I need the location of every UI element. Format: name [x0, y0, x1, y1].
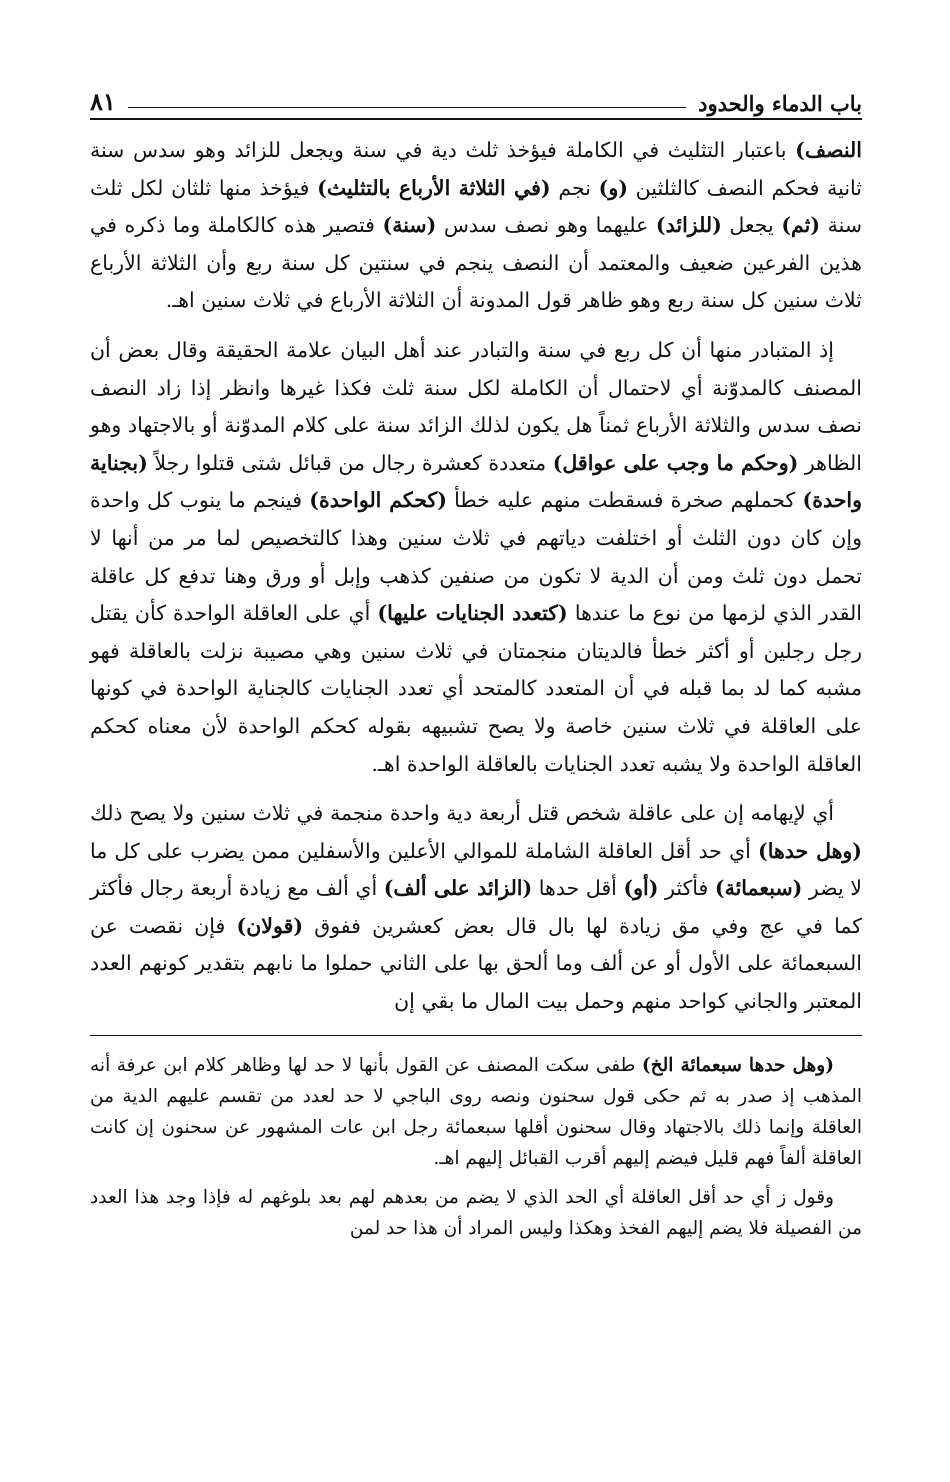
- text-run: أي لإيهامه إن على عاقلة شخص قتل أربعة دية واحدة منجمة في ثلاث سنين ولا يصح ذلك: [90, 801, 834, 826]
- bold-run: (بجناية واحدة): [90, 450, 862, 513]
- text-run: أي حد أقل العاقلة الشاملة للموالي الأعلين والأسفلين ممن يضرب على كل ما لا يضر: [90, 838, 862, 901]
- text-run: أي على العاقلة الواحدة كأن يقتل رجل رجلين أو أكثر خطأ فالديتان منجمتان في ثلاث سنين وهي مصيبة نزلت بالعاقلة فهو مشبه كما لد بما قبله في أن المتعدد كالمتحد أي تعدد الجنايات كالجناية الواحدة في كونها على العاقلة في ثلاث سنين خاصة ولا يصح تشبيهه بقوله كحكم الواحدة لأن معناه كحكم العاقلة الواحدة ولا يشبه تعدد الجنايات بالعاقلة الواحدة اهـ.: [90, 601, 862, 776]
- text-run: عليهما وهو نصف سدس: [436, 213, 656, 238]
- bold-run: (وهل حدها سبعمائة الخ): [641, 1054, 834, 1076]
- text-run: إذ المتبادر منها أن كل ربع في سنة والتبادر عند أهل البيان علامة الحقيقة وقال بعض أن المصنف كالمدوّنة أي لاحتمال أن الكاملة لكل سنة ثلث فكذا غيرها وانظر إذا زاد النصف نصف سدس والثلاثة الأرباع ثمناً هل يكون لذلك الزائد سنة على كلام المدوّنة أو بالاجتهاد وهو الظاهر: [90, 337, 862, 475]
- footnote-paragraph-1: [90, 1050, 862, 1174]
- page-number: ٨١: [90, 87, 116, 116]
- header-rule: [128, 107, 686, 108]
- text-run: أقل حدها: [532, 876, 624, 901]
- footnotes: [90, 1050, 862, 1244]
- book-page: [90, 80, 862, 1244]
- text-run: يجعل: [721, 213, 782, 238]
- text-run: نجم: [550, 175, 599, 200]
- chapter-title: باب الدماء والحدود: [698, 91, 862, 116]
- main-text: [90, 132, 862, 1021]
- text-run: متعددة كعشرة رجال من قبائل شتى قتلوا رجلاً: [147, 450, 553, 475]
- bold-run: (أو): [623, 876, 659, 901]
- text-run: طفى سكت المصنف عن القول بأنها لا حد لها وظاهر كلام ابن عرفة أنه المذهب إذ صدر به ثم حكى قول سحنون ونصه روى الباجي لا حد لعدد من تقسم عليهم الدية من العاقلة وإنما ذلك بالاجتهاد وقال سحنون أقلها سبعمائة رجل ابن عات المشهور عن سحنون إن كانت العاقلة ألفاً فهم قليل فيضم إليهم أقرب القبائل إليهم اهـ.: [90, 1054, 862, 1169]
- bold-run: (كحكم الواحدة): [309, 488, 447, 513]
- text-run: وقول ز أي حد أقل العاقلة أي الحد الذي لا يضم من بعدهم لهم بعد بلوغهم له فإذا وجد هذا العدد من الفصيلة فلا يضم إليهم الفخذ وهكذا وليس المراد أن هذا حد لمن: [90, 1186, 862, 1239]
- main-paragraph-3: [90, 795, 862, 1021]
- main-paragraph-2: [90, 332, 862, 783]
- bold-run: (ثم): [781, 213, 821, 238]
- text-run: فتصير هذه كالكاملة وما ذكره في هذين الفرعين ضعيف والمعتمد أن النصف ينجم في سنتين كل سنة ربع وأن الثلاثة الأرباع ثلاث سنين كل سنة ربع وهو ظاهر قول المدونة أن الثلاثة الأرباع في ثلاث سنين اهـ.: [90, 213, 862, 313]
- text-run: كحملهم صخرة فسقطت منهم عليه خطأ: [446, 488, 803, 513]
- running-header: [90, 80, 862, 120]
- footnote-paragraph-2: [90, 1182, 862, 1244]
- text-run: أي ألف مع زيادة أربعة رجال فأكثر كما في عج وفي مق زيادة لها بال قال بعض كعشرين ففوق: [90, 876, 862, 938]
- bold-run: (سنة): [382, 213, 437, 238]
- bold-run: (قولان): [236, 913, 304, 938]
- bold-run: النصف): [795, 138, 862, 162]
- bold-run: (كتعدد الجنايات عليها): [377, 601, 568, 626]
- bold-run: (في الثلاثة الأرباع بالتثليث): [317, 175, 551, 200]
- bold-run: (سبعمائة): [714, 876, 803, 901]
- bold-run: (وهل حدها): [758, 838, 862, 863]
- footnote-separator: [90, 1035, 862, 1036]
- text-run: باعتبار التثليث في الكاملة فيؤخذ ثلث دية في سنة ويجعل للزائد وهو سدس سنة ثانية فحكم النصف كالثلثين: [90, 138, 862, 200]
- text-run: فإن نقصت عن السبعمائة على الأول أو عن ألف وما ألحق بها على الثاني حملوا ما نابهم بتقدير كونهم العدد المعتبر والجاني كواحد منهم وحمل بيت المال ما بقي إن: [90, 913, 862, 1014]
- bold-run: (وحكم ما وجب على عواقل): [552, 450, 799, 475]
- text-run: فأكثر: [658, 876, 715, 901]
- bold-run: (للزائد): [655, 213, 722, 238]
- text-run: فينجم ما ينوب كل واحدة وإن كان دون الثلث أو اختلفت دياتهم في ثلاث سنين وهذا كالتخصيص لما مر من أنها لا تحمل دون ثلث ومن أن الدية لا تكون من صنفين كذهب وإبل أو ورق وهنا تدفع كل عاقلة القدر الذي لزمها من نوع ما عندها: [90, 488, 862, 626]
- text-run: فيؤخذ منها ثلثان لكل ثلث سنة: [90, 175, 862, 238]
- bold-run: (و): [598, 175, 628, 200]
- bold-run: (الزائد على ألف): [383, 876, 533, 901]
- main-paragraph-1: [90, 132, 862, 320]
